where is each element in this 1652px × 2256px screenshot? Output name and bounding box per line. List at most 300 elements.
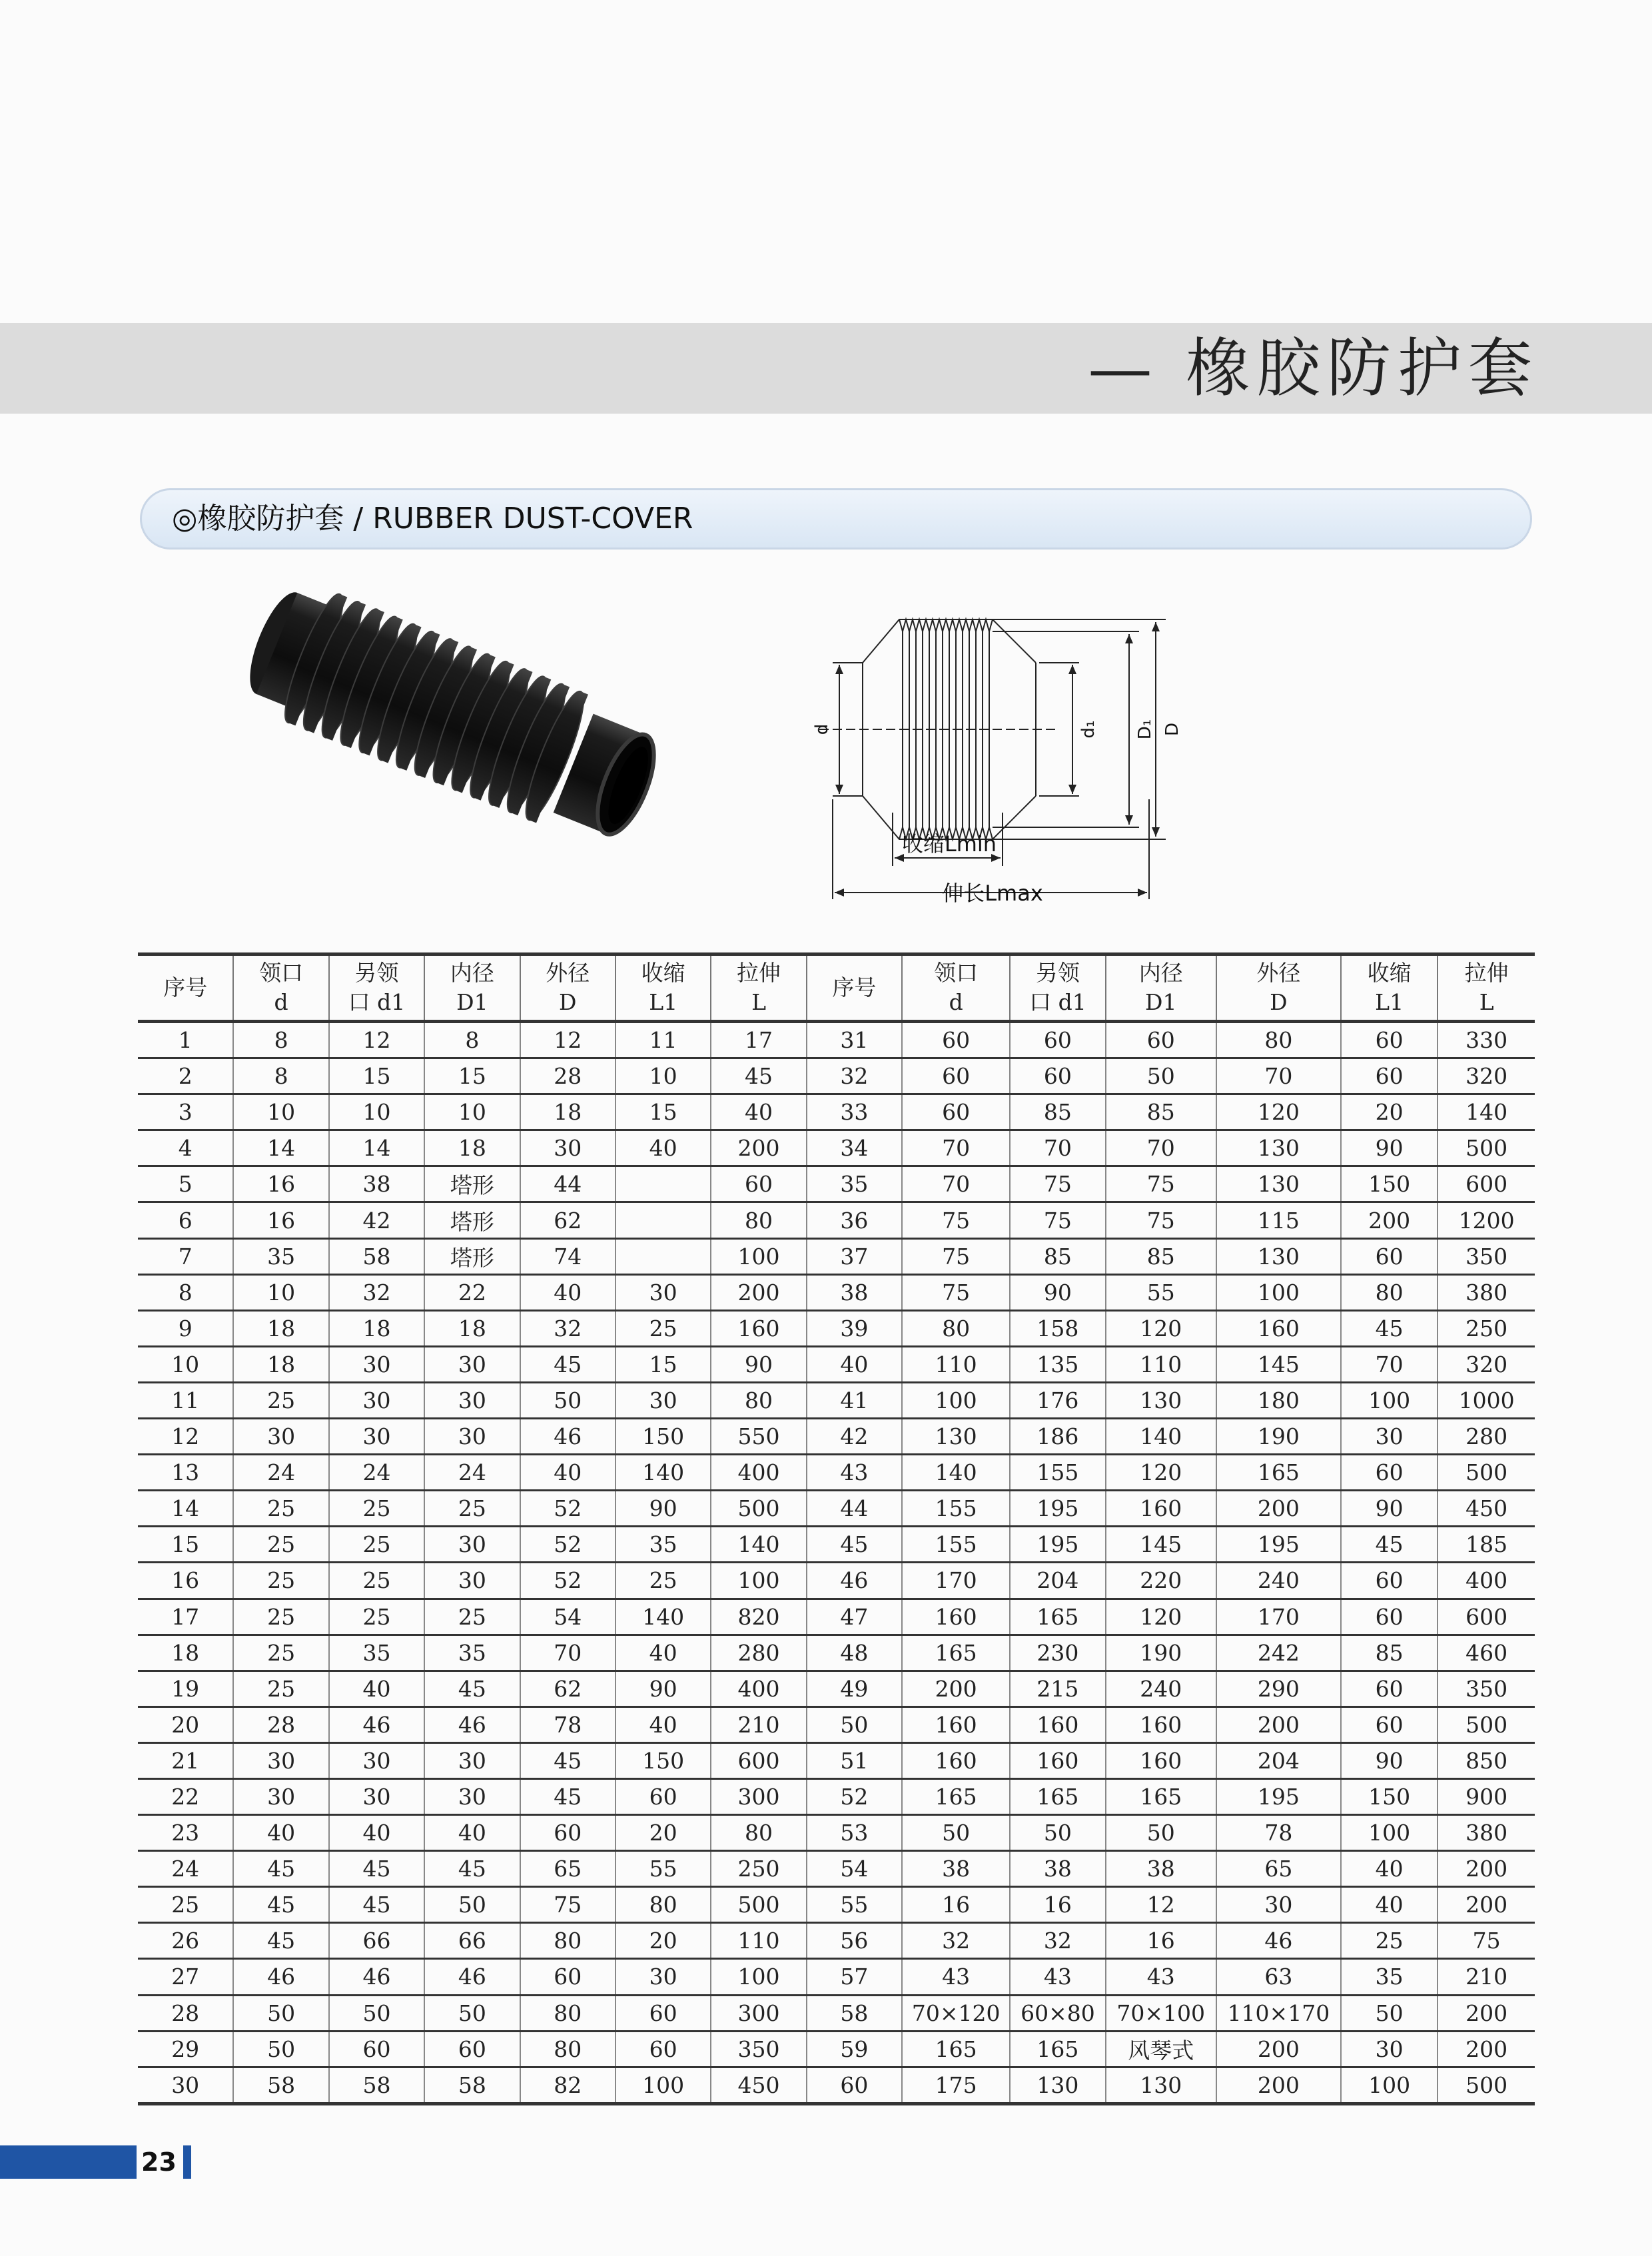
table-cell: 18 — [424, 1130, 520, 1166]
table-cell: 350 — [1438, 1671, 1535, 1706]
column-header-text: 口 d1 — [348, 989, 406, 1015]
table-row — [138, 1563, 1535, 1599]
table-cell: 30 — [520, 1130, 616, 1166]
table-cell: 7 — [138, 1238, 233, 1274]
table-cell: 49 — [807, 1671, 902, 1706]
table-cell: 165 — [1010, 1599, 1105, 1635]
table-cell: 11 — [616, 1022, 711, 1058]
table-cell: 30 — [233, 1419, 328, 1455]
table-cell: 70 — [1010, 1130, 1105, 1166]
table-cell: 60 — [807, 2067, 902, 2103]
table-cell: 53 — [807, 1815, 902, 1851]
table-cell: 62 — [520, 1202, 616, 1238]
table-cell: 80 — [711, 1202, 806, 1238]
table-cell: 500 — [711, 1887, 806, 1923]
table-cell: 75 — [902, 1202, 1010, 1238]
table-cell: 160 — [902, 1599, 1010, 1635]
column-header — [1341, 954, 1438, 1022]
table-cell: 250 — [711, 1851, 806, 1887]
table-cell: 60 — [1341, 1238, 1438, 1274]
table-cell: 24 — [329, 1455, 424, 1491]
table-cell: 100 — [1216, 1274, 1341, 1310]
table-cell: 25 — [424, 1491, 520, 1527]
table-row — [138, 1130, 1535, 1166]
table-cell: 52 — [520, 1491, 616, 1527]
table-row — [138, 1778, 1535, 1814]
table-cell: 90 — [616, 1671, 711, 1706]
table-cell: 44 — [520, 1166, 616, 1202]
table-cell: 60 — [1010, 1022, 1105, 1058]
table-cell: 400 — [1438, 1563, 1535, 1599]
table-cell: 12 — [520, 1022, 616, 1058]
table-cell: 22 — [424, 1274, 520, 1310]
diagram-label-d: d — [812, 723, 832, 735]
table-cell: 60 — [424, 2031, 520, 2067]
column-header-text: D1 — [1145, 989, 1177, 1015]
table-cell: 204 — [1216, 1742, 1341, 1778]
column-header-text: 口 d1 — [1029, 989, 1086, 1015]
table-cell: 65 — [1216, 1851, 1341, 1887]
table-row — [138, 1310, 1535, 1346]
column-header-text: 外径 — [546, 960, 590, 986]
table-cell: 30 — [1216, 1887, 1341, 1923]
table-cell: 28 — [233, 1706, 328, 1742]
table-cell: 75 — [902, 1238, 1010, 1274]
column-header — [711, 954, 806, 1022]
table-cell: 25 — [329, 1491, 424, 1527]
table-cell: 145 — [1216, 1346, 1341, 1382]
table-cell: 18 — [233, 1346, 328, 1382]
column-header — [424, 954, 520, 1022]
column-header — [520, 954, 616, 1022]
table-cell: 90 — [1341, 1130, 1438, 1166]
table-cell: 18 — [424, 1310, 520, 1346]
table-cell: 160 — [711, 1310, 806, 1346]
table-cell: 74 — [520, 1238, 616, 1274]
table-cell: 58 — [329, 1238, 424, 1274]
table-cell: 130 — [1106, 2067, 1216, 2103]
table-cell: 460 — [1438, 1635, 1535, 1671]
table-cell: 500 — [1438, 1455, 1535, 1491]
table-cell: 230 — [1010, 1635, 1105, 1671]
table-cell: 27 — [138, 1959, 233, 1995]
table-cell: 90 — [616, 1491, 711, 1527]
table-cell: 15 — [616, 1346, 711, 1382]
table-cell: 80 — [1341, 1274, 1438, 1310]
table-cell: 195 — [1010, 1491, 1105, 1527]
table-cell: 200 — [1438, 1887, 1535, 1923]
table-cell: 45 — [520, 1346, 616, 1382]
table-cell: 30 — [233, 1742, 328, 1778]
table-cell: 75 — [902, 1274, 1010, 1310]
table-cell: 120 — [1106, 1599, 1216, 1635]
table-cell: 18 — [138, 1635, 233, 1671]
table-cell: 600 — [711, 1742, 806, 1778]
table-cell: 52 — [520, 1563, 616, 1599]
table-cell: 40 — [616, 1706, 711, 1742]
column-header-text: D1 — [456, 989, 488, 1015]
table-row — [138, 1094, 1535, 1130]
table-cell: 242 — [1216, 1635, 1341, 1671]
table-cell: 15 — [424, 1058, 520, 1094]
table-cell: 380 — [1438, 1815, 1535, 1851]
table-cell: 46 — [233, 1959, 328, 1995]
table-cell: 500 — [1438, 1706, 1535, 1742]
table-cell: 38 — [329, 1166, 424, 1202]
column-header-text: d — [274, 989, 288, 1015]
table-cell: 1200 — [1438, 1202, 1535, 1238]
table-cell: 30 — [424, 1742, 520, 1778]
table-body — [138, 1022, 1535, 2104]
table-cell: 45 — [520, 1742, 616, 1778]
table-cell: 35 — [807, 1166, 902, 1202]
column-header — [233, 954, 328, 1022]
table-cell: 120 — [1216, 1094, 1341, 1130]
table-cell: 82 — [520, 2067, 616, 2103]
table-row — [138, 1851, 1535, 1887]
table-cell: 2 — [138, 1058, 233, 1094]
table-cell: 30 — [329, 1742, 424, 1778]
column-header-text: 收缩 — [1367, 960, 1412, 986]
table-cell: 60 — [1106, 1022, 1216, 1058]
table-cell: 12 — [329, 1022, 424, 1058]
table-cell: 54 — [520, 1599, 616, 1635]
table-cell: 150 — [616, 1742, 711, 1778]
table-row — [138, 1382, 1535, 1418]
table-cell: 300 — [711, 1778, 806, 1814]
table-row — [138, 1202, 1535, 1238]
table-row — [138, 1238, 1535, 1274]
table-cell: 5 — [138, 1166, 233, 1202]
table-cell: 35 — [233, 1238, 328, 1274]
table-cell: 35 — [424, 1635, 520, 1671]
table-cell: 100 — [1341, 1382, 1438, 1418]
table-cell: 60 — [1341, 1599, 1438, 1635]
table-cell: 24 — [424, 1455, 520, 1491]
table-cell: 40 — [329, 1671, 424, 1706]
table-cell: 6 — [138, 1202, 233, 1238]
table-cell: 46 — [424, 1706, 520, 1742]
table-cell: 10 — [233, 1094, 328, 1130]
table-cell: 400 — [711, 1455, 806, 1491]
table-cell: 25 — [329, 1599, 424, 1635]
table-cell: 46 — [807, 1563, 902, 1599]
column-header-text: L — [751, 989, 766, 1015]
table-cell: 16 — [902, 1887, 1010, 1923]
column-header — [1106, 954, 1216, 1022]
column-header-text: 拉伸 — [1464, 960, 1509, 986]
table-cell: 40 — [233, 1815, 328, 1851]
table-cell: 165 — [902, 1778, 1010, 1814]
table-cell: 60 — [1341, 1563, 1438, 1599]
table-cell: 165 — [902, 2031, 1010, 2067]
table-cell: 165 — [1010, 1778, 1105, 1814]
table-cell: 3 — [138, 1094, 233, 1130]
table-cell: 58 — [329, 2067, 424, 2103]
column-header-text: 内径 — [1138, 960, 1183, 986]
table-cell: 10 — [233, 1274, 328, 1310]
table-cell: 24 — [233, 1455, 328, 1491]
table-cell: 30 — [424, 1563, 520, 1599]
table-cell: 38 — [1106, 1851, 1216, 1887]
table-row — [138, 1995, 1535, 2031]
table-cell: 195 — [1216, 1527, 1341, 1563]
table-row — [138, 1346, 1535, 1382]
table-cell: 18 — [520, 1094, 616, 1130]
table-cell: 10 — [329, 1094, 424, 1130]
table-cell: 12 — [138, 1419, 233, 1455]
table-cell: 30 — [329, 1346, 424, 1382]
table-cell: 80 — [711, 1815, 806, 1851]
table-row — [138, 1455, 1535, 1491]
table-cell: 170 — [902, 1563, 1010, 1599]
table-cell: 15 — [329, 1058, 424, 1094]
table-cell: 8 — [138, 1274, 233, 1310]
table-cell: 30 — [233, 1778, 328, 1814]
table-cell: 25 — [233, 1382, 328, 1418]
diagram-label-D1: D₁ — [1135, 719, 1155, 740]
table-cell: 25 — [233, 1599, 328, 1635]
table-cell: 11 — [138, 1382, 233, 1418]
table-cell: 45 — [329, 1851, 424, 1887]
table-cell: 25 — [138, 1887, 233, 1923]
table-cell: 110 — [711, 1923, 806, 1959]
table-cell: 380 — [1438, 1274, 1535, 1310]
table-cell: 62 — [520, 1671, 616, 1706]
table-cell: 10 — [616, 1058, 711, 1094]
table-row — [138, 1635, 1535, 1671]
table-cell: 200 — [1216, 1706, 1341, 1742]
table-cell: 30 — [329, 1382, 424, 1418]
table-cell: 25 — [329, 1527, 424, 1563]
table-cell: 350 — [711, 2031, 806, 2067]
table-cell: 55 — [1106, 1274, 1216, 1310]
table-cell: 56 — [807, 1923, 902, 1959]
table-cell: 90 — [1341, 1491, 1438, 1527]
table-cell: 32 — [329, 1274, 424, 1310]
column-header-text: 另领 — [1035, 960, 1080, 986]
table-row — [138, 1022, 1535, 1058]
table-cell: 450 — [1438, 1491, 1535, 1527]
table-cell: 风琴式 — [1106, 2031, 1216, 2067]
table-cell: 165 — [1106, 1778, 1216, 1814]
table-cell: 60 — [711, 1166, 806, 1202]
table-cell: 130 — [1216, 1238, 1341, 1274]
table-cell: 185 — [1438, 1527, 1535, 1563]
table-cell: 200 — [1341, 1202, 1438, 1238]
column-header — [807, 954, 902, 1022]
table-cell: 150 — [1341, 1166, 1438, 1202]
table-cell: 80 — [1216, 1022, 1341, 1058]
table-cell — [616, 1202, 711, 1238]
table-cell: 85 — [1010, 1238, 1105, 1274]
table-cell: 240 — [1216, 1563, 1341, 1599]
table-cell: 46 — [329, 1706, 424, 1742]
table-cell: 23 — [138, 1815, 233, 1851]
table-cell: 18 — [329, 1310, 424, 1346]
table-cell: 100 — [1341, 2067, 1438, 2103]
table-cell: 60 — [1341, 1671, 1438, 1706]
table-cell: 90 — [711, 1346, 806, 1382]
table-cell: 45 — [711, 1058, 806, 1094]
table-cell: 130 — [902, 1419, 1010, 1455]
table-cell: 55 — [616, 1851, 711, 1887]
table-cell: 130 — [1216, 1130, 1341, 1166]
table-cell: 57 — [807, 1959, 902, 1995]
column-header-text: 另领 — [354, 960, 399, 986]
table-cell: 165 — [1010, 2031, 1105, 2067]
table-cell: 60 — [902, 1058, 1010, 1094]
table-cell: 25 — [233, 1563, 328, 1599]
table-cell: 39 — [807, 1310, 902, 1346]
table-cell: 70 — [520, 1635, 616, 1671]
column-header — [1438, 954, 1535, 1022]
table-cell: 160 — [902, 1742, 1010, 1778]
table-cell: 16 — [138, 1563, 233, 1599]
table-cell: 60 — [902, 1022, 1010, 1058]
column-header-text: d — [949, 989, 963, 1015]
table-cell: 60 — [616, 1995, 711, 2031]
table-cell: 500 — [1438, 1130, 1535, 1166]
table-cell: 30 — [424, 1419, 520, 1455]
table-cell: 80 — [520, 1923, 616, 1959]
table-cell: 46 — [329, 1959, 424, 1995]
table-cell: 75 — [1010, 1202, 1105, 1238]
table-cell: 65 — [520, 1851, 616, 1887]
table-cell: 36 — [807, 1202, 902, 1238]
table-cell: 32 — [902, 1923, 1010, 1959]
table-cell: 50 — [1010, 1815, 1105, 1851]
dimension-diagram — [793, 586, 1286, 919]
table-cell: 16 — [233, 1202, 328, 1238]
table-cell: 45 — [233, 1851, 328, 1887]
table-cell: 32 — [520, 1310, 616, 1346]
table-cell: 280 — [711, 1635, 806, 1671]
table-cell: 30 — [424, 1382, 520, 1418]
column-header-text: L1 — [1375, 989, 1404, 1015]
table-cell: 160 — [1216, 1310, 1341, 1346]
table-cell: 160 — [902, 1706, 1010, 1742]
column-header-text: D — [1270, 989, 1288, 1015]
table-cell: 190 — [1216, 1419, 1341, 1455]
table-cell: 50 — [902, 1815, 1010, 1851]
table-cell: 210 — [711, 1706, 806, 1742]
table-cell: 50 — [329, 1995, 424, 2031]
table-cell: 43 — [807, 1455, 902, 1491]
table-cell: 14 — [329, 1130, 424, 1166]
page-title: — 橡胶防护套 — [1088, 331, 1539, 406]
table-cell: 70 — [1216, 1058, 1341, 1094]
table-cell: 160 — [1010, 1706, 1105, 1742]
table-row — [138, 2031, 1535, 2067]
table-cell: 200 — [1438, 1851, 1535, 1887]
table-cell: 10 — [424, 1094, 520, 1130]
table-cell: 18 — [233, 1310, 328, 1346]
table-cell: 40 — [1341, 1887, 1438, 1923]
table-cell: 60 — [1010, 1058, 1105, 1094]
table-cell: 90 — [1010, 1274, 1105, 1310]
column-header-text: 内径 — [450, 960, 494, 986]
table-cell: 80 — [520, 1995, 616, 2031]
table-cell: 20 — [1341, 1094, 1438, 1130]
dimension-table — [138, 952, 1535, 2105]
table-cell: 140 — [616, 1599, 711, 1635]
table-cell: 100 — [711, 1563, 806, 1599]
table-cell: 29 — [138, 2031, 233, 2067]
column-header-text: 拉伸 — [737, 960, 781, 986]
table-cell: 24 — [138, 1851, 233, 1887]
table-cell: 550 — [711, 1419, 806, 1455]
table-cell: 75 — [1010, 1166, 1105, 1202]
table-cell: 90 — [1341, 1742, 1438, 1778]
table-cell: 34 — [807, 1130, 902, 1166]
table-row — [138, 1491, 1535, 1527]
table-cell: 180 — [1216, 1382, 1341, 1418]
table-cell: 75 — [1106, 1202, 1216, 1238]
table-cell: 100 — [711, 1238, 806, 1274]
table-cell: 塔形 — [424, 1166, 520, 1202]
table-cell: 51 — [807, 1742, 902, 1778]
table-cell: 50 — [807, 1706, 902, 1742]
column-header-text: L1 — [649, 989, 678, 1015]
table-cell: 30 — [424, 1527, 520, 1563]
column-header — [1216, 954, 1341, 1022]
page-bar-tick — [183, 2145, 191, 2179]
table-row — [138, 1815, 1535, 1851]
table-cell: 25 — [424, 1599, 520, 1635]
table-cell: 30 — [1341, 2031, 1438, 2067]
table-cell: 130 — [1010, 2067, 1105, 2103]
table-cell: 13 — [138, 1455, 233, 1491]
table-cell: 140 — [1106, 1419, 1216, 1455]
table-cell: 200 — [711, 1274, 806, 1310]
table-cell: 78 — [1216, 1815, 1341, 1851]
table-cell: 10 — [138, 1346, 233, 1382]
table-cell: 46 — [1216, 1923, 1341, 1959]
table-cell: 160 — [1106, 1491, 1216, 1527]
table-cell: 80 — [616, 1887, 711, 1923]
table-cell: 32 — [807, 1058, 902, 1094]
table-cell: 60 — [520, 1815, 616, 1851]
table-cell: 50 — [1106, 1058, 1216, 1094]
table-cell: 50 — [233, 2031, 328, 2067]
table-cell: 220 — [1106, 1563, 1216, 1599]
table-cell: 158 — [1010, 1310, 1105, 1346]
table-cell: 45 — [807, 1527, 902, 1563]
table-cell: 25 — [329, 1563, 424, 1599]
table-cell: 16 — [233, 1166, 328, 1202]
table-cell: 58 — [233, 2067, 328, 2103]
table-cell: 55 — [807, 1887, 902, 1923]
table-cell: 200 — [1438, 1995, 1535, 2031]
table-cell: 20 — [616, 1815, 711, 1851]
table-row — [138, 1274, 1535, 1310]
table-cell: 38 — [902, 1851, 1010, 1887]
table-cell: 70×100 — [1106, 1995, 1216, 2031]
table-cell: 1 — [138, 1022, 233, 1058]
table-cell: 31 — [807, 1022, 902, 1058]
table-cell: 350 — [1438, 1238, 1535, 1274]
table-cell: 60 — [1341, 1455, 1438, 1491]
table-cell: 28 — [138, 1995, 233, 2031]
table-cell: 85 — [1341, 1635, 1438, 1671]
table-cell: 70 — [1341, 1346, 1438, 1382]
table-cell: 25 — [233, 1671, 328, 1706]
table-cell: 30 — [329, 1419, 424, 1455]
table-cell: 120 — [1106, 1310, 1216, 1346]
table-row — [138, 1706, 1535, 1742]
table-cell: 200 — [1216, 2067, 1341, 2103]
